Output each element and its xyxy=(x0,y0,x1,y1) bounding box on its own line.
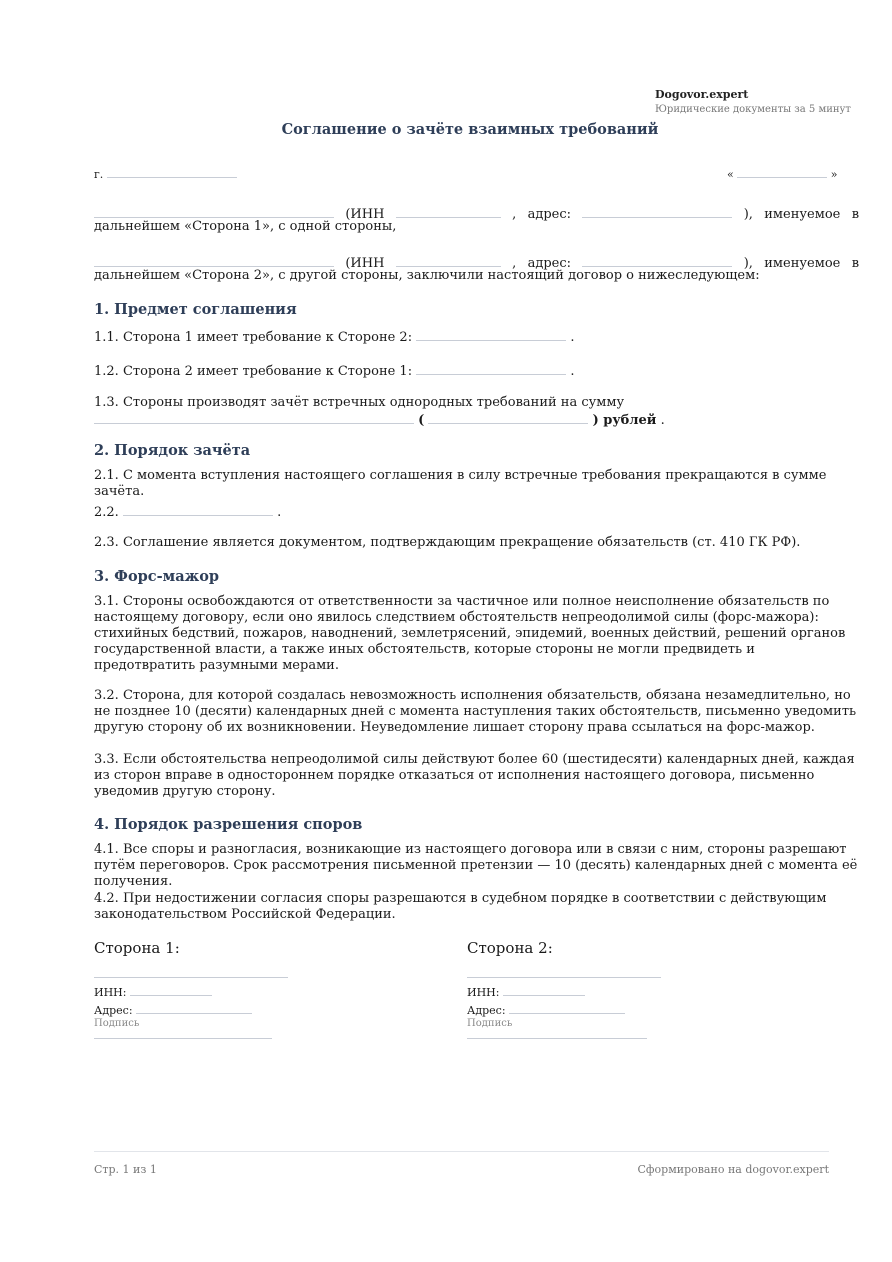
party1-inn-label: (ИНН xyxy=(345,207,385,222)
signature-left-inn-label: ИНН: xyxy=(94,986,127,999)
party2-address-label: , адрес: xyxy=(512,256,572,271)
amount-paren-open: ( xyxy=(418,413,425,428)
signature-right-sign-field[interactable] xyxy=(467,1038,647,1039)
signature-right-name-field[interactable] xyxy=(467,977,661,978)
clause-3-2: 3.2. Сторона, для которой создалась невозможность исполнения обязательств, обязана незамедлительно, но не позднее 10 (десяти) календарных дней с момента наступления таких обстоятельств, письменно уведомить другую сторону об их возникновении. Неуведомление лишает сторону права ссылаться на форс-мажор. xyxy=(94,688,857,735)
clause-2-2 xyxy=(94,502,859,521)
date-quote-open: « xyxy=(727,168,734,181)
clause-1-1-text: 1.1. Сторона 1 имеет требование к Стороне 2: xyxy=(94,330,413,345)
signature-left-address-field[interactable] xyxy=(136,1000,252,1014)
brand-name: Dogovor.expert xyxy=(655,88,749,101)
amount-words-field[interactable] xyxy=(428,410,588,424)
signature-left-sign-label: Подпись xyxy=(94,1018,140,1029)
section3-heading: 3. Форс-мажор xyxy=(94,568,220,585)
clause-4-2: 4.2. При недостижении согласия споры разрешаются в судебном порядке в соответствии с действующим законодательством Российской Федерации. xyxy=(94,891,827,922)
clause-2-1: 2.1. С момента вступления настоящего соглашения в силу встречные требования прекращаются в сумме зачёта. xyxy=(94,468,827,499)
signature-left-heading: Сторона 1: xyxy=(94,939,180,957)
party1-address-field[interactable] xyxy=(582,204,732,218)
clause-1-2 xyxy=(94,361,859,380)
page-number: Стр. 1 из 1 xyxy=(94,1163,157,1176)
party2-inn-label: (ИНН xyxy=(345,256,385,271)
amount-digits-field[interactable] xyxy=(94,410,414,424)
signature-right-inn-field[interactable] xyxy=(503,982,585,996)
clause-1-1 xyxy=(94,327,859,346)
clause-1-3-amount xyxy=(94,410,859,429)
clause-1-1-period: . xyxy=(570,330,575,345)
party1-named: ), именуемое в xyxy=(743,207,860,222)
signature-right-address-field[interactable] xyxy=(509,1000,625,1014)
clause-4-1: 4.1. Все споры и разногласия, возникающие из настоящего договора или в связи с ним, стороны разрешают путём переговоров. Срок рассмотрения письменной претензии — 10 (десять) календарных дней с момента её получения. xyxy=(94,842,858,889)
clause-1-2-field[interactable] xyxy=(416,361,566,375)
city-field[interactable] xyxy=(107,164,237,178)
footer-generated: Сформировано на dogovor.expert xyxy=(637,1163,829,1176)
party2-line2: дальнейшем «Сторона 2», с другой стороны, заключили настоящий договор о нижеследующем: xyxy=(94,268,760,283)
signature-left-inn-field[interactable] xyxy=(130,982,212,996)
date-quote-close: » xyxy=(830,168,838,181)
party2-address-field[interactable] xyxy=(582,253,732,267)
date-field[interactable] xyxy=(737,164,827,178)
section1-heading: 1. Предмет соглашения xyxy=(94,301,297,318)
clause-2-3: 2.3. Соглашение является документом, подтверждающим прекращение обязательств (ст. 410 ГК РФ). xyxy=(94,535,801,550)
clause-3-1: 3.1. Стороны освобождаются от ответственности за частичное или полное неисполнение обязательств по настоящему договору, если оно явилось следствием обстоятельств непреодолимой силы (форс-мажора): стихийных бедствий, пожаров, наводнений, землетрясений, эпидемий, военных действий, решений органов государственной власти, а также иных обстоятельств, которые стороны не могли предвидеть и предотвратить разумными мерами. xyxy=(94,594,846,673)
signature-right-heading: Сторона 2: xyxy=(467,939,553,957)
party2-inn-field[interactable] xyxy=(396,253,501,267)
signature-right-inn-label: ИНН: xyxy=(467,986,500,999)
clause-1-3-period: . xyxy=(660,413,665,428)
clause-2-2-field[interactable] xyxy=(123,502,273,516)
brand-tagline: Юридические документы за 5 минут xyxy=(655,104,851,115)
signature-right-sign-label: Подпись xyxy=(467,1018,513,1029)
clause-3-3: 3.3. Если обстоятельства непреодолимой силы действуют более 60 (шестидесяти) календарных дней, каждая из сторон вправе в одностороннем порядке отказаться от исполнения настоящего договора, письменно уведомив другую сторону. xyxy=(94,752,855,799)
clause-2-2-text: 2.2. xyxy=(94,505,119,520)
party2-named: ), именуемое в xyxy=(743,256,860,271)
signature-left-address-label: Адрес: xyxy=(94,1004,133,1017)
document-title: Соглашение о зачёте взаимных требований xyxy=(281,121,659,138)
date-line xyxy=(727,164,837,181)
party1-name-field[interactable] xyxy=(94,204,334,218)
party2-name-field[interactable] xyxy=(94,253,334,267)
clause-2-2-period: . xyxy=(277,505,282,520)
signature-left-inn xyxy=(94,982,212,999)
section4-heading: 4. Порядок разрешения споров xyxy=(94,816,363,833)
signature-left-address xyxy=(94,1000,252,1017)
signature-right-address xyxy=(467,1000,625,1017)
clause-1-2-period: . xyxy=(570,364,575,379)
amount-rub-label: ) рублей xyxy=(592,413,657,428)
party1-inn-field[interactable] xyxy=(396,204,501,218)
clause-1-2-text: 1.2. Сторона 2 имеет требование к Стороне 1: xyxy=(94,364,413,379)
clause-1-1-field[interactable] xyxy=(416,327,566,341)
signature-left-name-field[interactable] xyxy=(94,977,288,978)
signature-right-inn xyxy=(467,982,585,999)
party1-address-label: , адрес: xyxy=(512,207,572,222)
section2-heading: 2. Порядок зачёта xyxy=(94,442,251,459)
clause-1-3: 1.3. Стороны производят зачёт встречных однородных требований на сумму xyxy=(94,395,625,410)
city-line xyxy=(94,164,237,181)
signature-left-sign-field[interactable] xyxy=(94,1038,272,1039)
footer-divider xyxy=(94,1151,829,1152)
city-prefix: г. xyxy=(94,168,104,181)
party1-line2: дальнейшем «Сторона 1», с одной стороны, xyxy=(94,219,397,234)
signature-right-address-label: Адрес: xyxy=(467,1004,506,1017)
